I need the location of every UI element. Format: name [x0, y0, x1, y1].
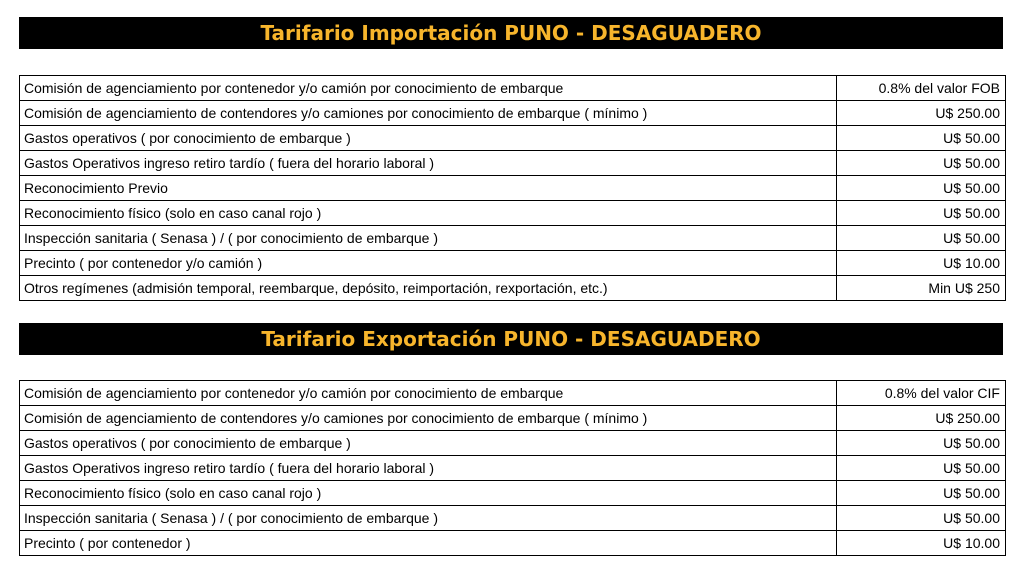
price-cell: 0.8% del valor FOB — [837, 76, 1006, 101]
concept-cell: Otros regímenes (admisión temporal, reembarque, depósito, reimportación, rexportación, etc.) — [20, 276, 837, 301]
table-row — [20, 456, 1006, 481]
concept-cell: Gastos Operativos ingreso retiro tardío ( fuera del horario laboral ) — [20, 456, 837, 481]
price-cell: U$ 50.00 — [837, 226, 1006, 251]
price-cell: U$ 50.00 — [837, 481, 1006, 506]
export-title: Tarifario Exportación PUNO - DESAGUADERO — [261, 327, 761, 351]
table-row — [20, 226, 1006, 251]
price-cell: U$ 250.00 — [837, 101, 1006, 126]
export-title-bar — [19, 323, 1003, 355]
price-cell: U$ 50.00 — [837, 176, 1006, 201]
table-row — [20, 101, 1006, 126]
concept-cell: Comisión de agenciamiento por contenedor y/o camión por conocimiento de embarque — [20, 381, 837, 406]
price-cell: U$ 50.00 — [837, 126, 1006, 151]
concept-cell: Gastos operativos ( por conocimiento de embarque ) — [20, 431, 837, 456]
table-row — [20, 406, 1006, 431]
concept-cell: Comisión de agenciamiento por contenedor y/o camión por conocimiento de embarque — [20, 76, 837, 101]
concept-cell: Precinto ( por contenedor ) — [20, 531, 837, 556]
concept-cell: Inspección sanitaria ( Senasa ) / ( por conocimiento de embarque ) — [20, 506, 837, 531]
concept-cell: Precinto ( por contenedor y/o camión ) — [20, 251, 837, 276]
concept-cell: Gastos Operativos ingreso retiro tardío ( fuera del horario laboral ) — [20, 151, 837, 176]
concept-cell: Reconocimiento físico (solo en caso canal rojo ) — [20, 481, 837, 506]
price-cell: 0.8% del valor CIF — [837, 381, 1006, 406]
table-row — [20, 251, 1006, 276]
price-cell: U$ 50.00 — [837, 456, 1006, 481]
table-row — [20, 481, 1006, 506]
table-row — [20, 176, 1006, 201]
table-row — [20, 76, 1006, 101]
table-row — [20, 151, 1006, 176]
price-cell: U$ 250.00 — [837, 406, 1006, 431]
price-cell: U$ 50.00 — [837, 201, 1006, 226]
import-title: Tarifario Importación PUNO - DESAGUADERO — [260, 21, 762, 45]
table-row — [20, 276, 1006, 301]
table-row — [20, 126, 1006, 151]
import-tariff-table — [19, 75, 1006, 301]
price-cell: U$ 50.00 — [837, 151, 1006, 176]
table-row — [20, 431, 1006, 456]
export-tariff-table — [19, 380, 1006, 556]
price-cell: Min U$ 250 — [837, 276, 1006, 301]
concept-cell: Inspección sanitaria ( Senasa ) / ( por conocimiento de embarque ) — [20, 226, 837, 251]
table-row — [20, 531, 1006, 556]
price-cell: U$ 10.00 — [837, 531, 1006, 556]
concept-cell: Comisión de agenciamiento de contendores y/o camiones por conocimiento de embarque ( mínimo ) — [20, 406, 837, 431]
table-row — [20, 506, 1006, 531]
price-cell: U$ 50.00 — [837, 431, 1006, 456]
concept-cell: Reconocimiento físico (solo en caso canal rojo ) — [20, 201, 837, 226]
concept-cell: Gastos operativos ( por conocimiento de embarque ) — [20, 126, 837, 151]
concept-cell: Reconocimiento Previo — [20, 176, 837, 201]
table-row — [20, 201, 1006, 226]
import-title-bar — [19, 17, 1003, 49]
price-cell: U$ 50.00 — [837, 506, 1006, 531]
table-row — [20, 381, 1006, 406]
concept-cell: Comisión de agenciamiento de contendores y/o camiones por conocimiento de embarque ( mínimo ) — [20, 101, 837, 126]
price-cell: U$ 10.00 — [837, 251, 1006, 276]
